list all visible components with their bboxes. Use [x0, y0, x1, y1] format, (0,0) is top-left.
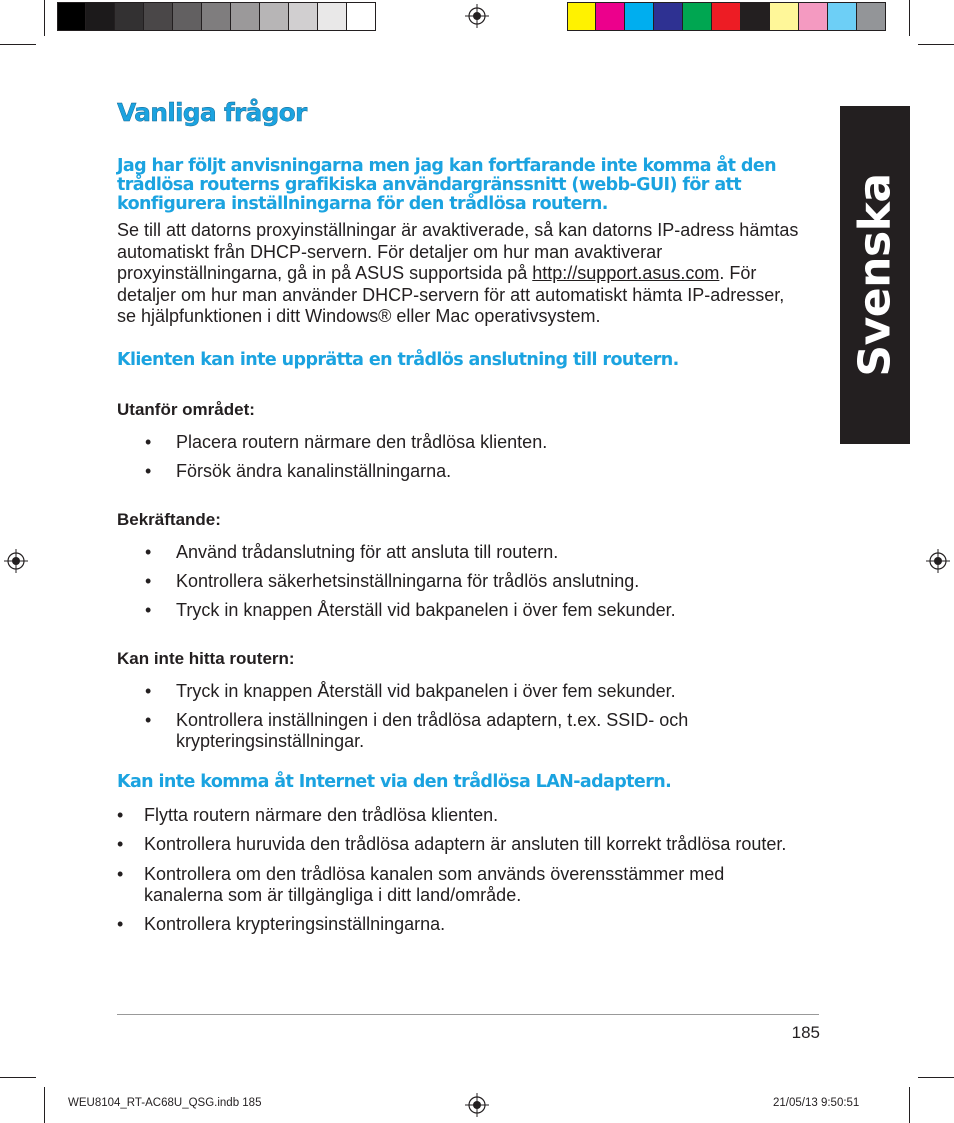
list-item-text: Kontrollera inställningen i den trådlösa adaptern, t.ex. SSID- och krypteringsinställningar. — [176, 709, 689, 751]
color-swatch — [770, 2, 799, 31]
list-item-text: Kontrollera om den trådlösa kanalen som används överensstämmer med kanalerna som är tillgängliga i ditt land/område. — [144, 863, 725, 905]
registration-target-icon — [465, 1093, 489, 1117]
list-item — [117, 571, 817, 592]
list-item — [117, 834, 804, 855]
print-slug-date: 21/05/13 9:50:51 — [773, 1097, 860, 1109]
list-item — [117, 914, 817, 935]
color-swatch — [231, 2, 260, 31]
color-swatch — [57, 2, 86, 31]
crop-mark — [44, 1087, 45, 1123]
bullet-list — [117, 432, 817, 482]
answer-text: Se till att datorns proxyinställningar är avaktiverade, så kan datorns IP-adress hämtas automatiskt från DHCP-servern. För detaljer om hur man avaktiverar proxyinställningarna, gå in på ASUS supportsida på — [117, 220, 799, 283]
list-item-text: Kontrollera krypteringsinställningarna. — [144, 913, 446, 934]
page-number: 185 — [791, 1023, 820, 1042]
page-title: Vanliga frågor — [117, 98, 307, 127]
color-swatch — [799, 2, 828, 31]
bullet-glyph: • — [145, 541, 152, 562]
registration-target-icon — [4, 549, 28, 573]
list-item-text: Placera routern närmare den trådlösa klienten. — [176, 431, 548, 452]
color-swatch — [741, 2, 770, 31]
registration-target-icon — [465, 4, 489, 28]
support-link[interactable]: http://support.asus.com — [532, 263, 720, 283]
bullet-glyph: • — [145, 431, 152, 452]
list-item-text: Kontrollera säkerhetsinställningarna för trådlös anslutning. — [176, 570, 640, 591]
subsection-label: Kan inte hitta routern: — [117, 648, 295, 668]
color-swatch — [857, 2, 886, 31]
answer-text: . För detaljer om hur man använder DHCP-servern för att automatiskt hämta IP-adresser, se hjälpfunktionen i ditt Windows® eller Mac operativsystem. — [117, 263, 785, 326]
color-swatch — [202, 2, 231, 31]
language-tab-label: Svenska — [849, 173, 901, 377]
question-heading: Kan inte komma åt Internet via den trådlösa LAN-adaptern. — [117, 771, 672, 792]
color-swatch — [144, 2, 173, 31]
color-swatch — [260, 2, 289, 31]
list-item-text: Använd trådanslutning för att ansluta till routern. — [176, 541, 559, 562]
crop-mark — [909, 0, 910, 36]
bullet-glyph: • — [145, 680, 152, 701]
question-heading: Jag har följt anvisningarna men jag kan fortfarande inte komma åt den trådlösa routerns grafikiska användargränssnitt (webb-GUI) för att konfigurera inställningarna för den trådlösa routern. — [117, 156, 776, 214]
footer-divider — [117, 1014, 819, 1015]
bullet-glyph: • — [117, 913, 124, 934]
question-heading: Klienten kan inte upprätta en trådlös anslutning till routern. — [117, 349, 679, 370]
print-slug-file: WEU8104_RT-AC68U_QSG.indb 185 — [68, 1097, 262, 1109]
bullet-list — [117, 681, 817, 752]
list-item — [117, 461, 817, 482]
crop-mark — [44, 0, 45, 36]
list-item-text: Kontrollera huruvida den trådlösa adaptern är ansluten till korrekt trådlösa router. — [144, 833, 787, 854]
bullet-glyph: • — [145, 709, 152, 730]
crop-mark — [918, 1077, 954, 1078]
bullet-glyph: • — [145, 460, 152, 481]
list-item — [117, 681, 817, 702]
list-item — [117, 542, 817, 563]
crop-mark — [0, 44, 36, 45]
faq-content — [117, 98, 817, 935]
bullet-list — [117, 542, 817, 621]
grayscale-color-bar — [57, 2, 376, 31]
color-swatch — [712, 2, 741, 31]
color-swatch — [654, 2, 683, 31]
bullet-list — [117, 805, 817, 935]
crop-mark — [909, 1087, 910, 1123]
list-item-text: Tryck in knappen Återställ vid bakpanelen i över fem sekunder. — [176, 599, 676, 620]
color-swatch — [567, 2, 596, 31]
color-swatch — [683, 2, 712, 31]
list-item-text: Försök ändra kanalinställningarna. — [176, 460, 452, 481]
list-item — [117, 600, 817, 621]
crop-mark — [918, 44, 954, 45]
color-swatch — [173, 2, 202, 31]
list-item-text: Tryck in knappen Återställ vid bakpanelen i över fem sekunder. — [176, 680, 676, 701]
color-swatch — [289, 2, 318, 31]
color-swatch — [625, 2, 654, 31]
crop-mark — [0, 1077, 36, 1078]
language-side-tab — [840, 106, 910, 444]
bullet-glyph: • — [117, 804, 124, 825]
bullet-glyph: • — [117, 863, 124, 884]
color-swatch — [318, 2, 347, 31]
color-swatch — [347, 2, 376, 31]
color-swatch — [596, 2, 625, 31]
color-swatch — [86, 2, 115, 31]
subsection-label: Bekräftande: — [117, 509, 221, 529]
bullet-glyph: • — [145, 599, 152, 620]
list-item — [117, 432, 817, 453]
bullet-glyph: • — [145, 570, 152, 591]
registration-target-icon — [926, 549, 950, 573]
process-color-bar — [567, 2, 886, 31]
list-item — [117, 864, 804, 906]
color-swatch — [828, 2, 857, 31]
answer-paragraph — [117, 220, 807, 328]
subsection-label: Utanför området: — [117, 399, 255, 419]
list-item — [117, 805, 817, 826]
list-item — [117, 710, 746, 752]
list-item-text: Flytta routern närmare den trådlösa klienten. — [144, 804, 499, 825]
bullet-glyph: • — [117, 833, 124, 854]
color-swatch — [115, 2, 144, 31]
